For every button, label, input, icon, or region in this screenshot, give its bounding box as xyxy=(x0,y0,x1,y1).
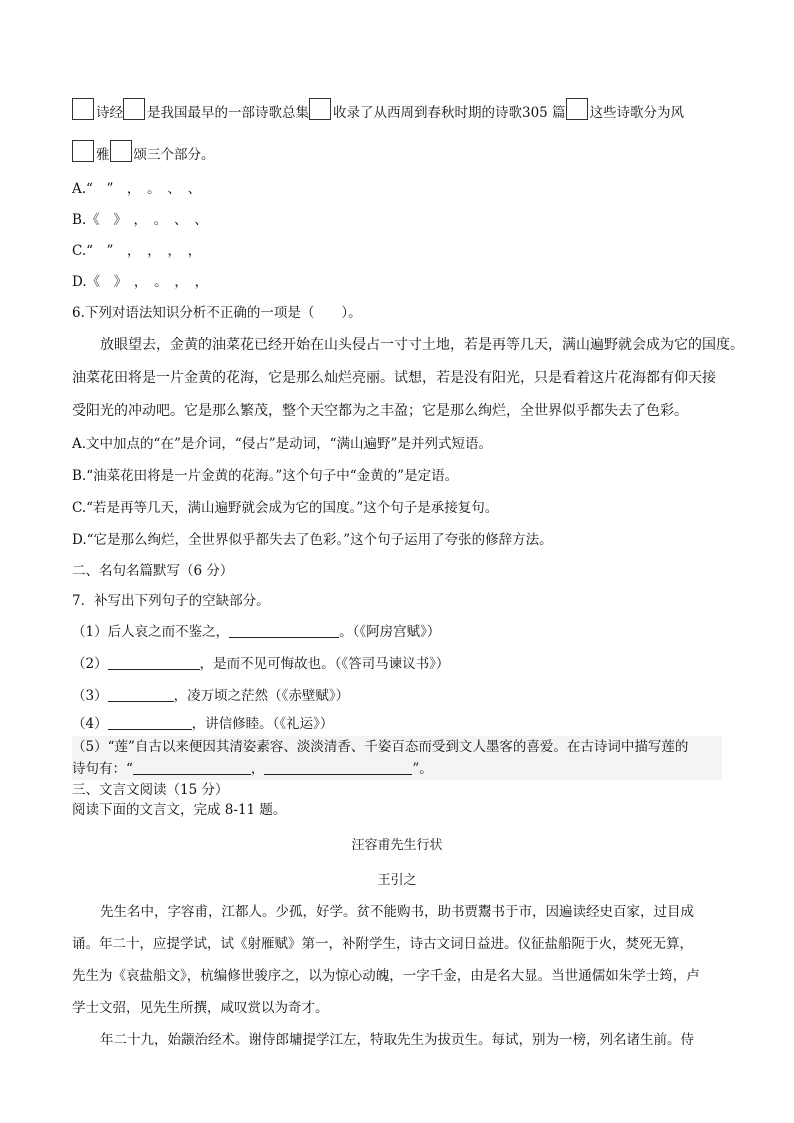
option-c[interactable]: C.“若是再等几天，满山遍野就会成为它的国度。”这个句子是承接复句。 xyxy=(72,500,499,516)
passage-line: 受阳光的冲动吧。它是那么繁茂，整个天空都为之丰盈；它是那么绚烂，全世界似乎都失去了色彩。 xyxy=(72,403,688,419)
fill-item-1 xyxy=(72,616,722,648)
passage-line: 油菜花田将是一片金黄的花海，它是那么灿烂亮丽。试想，若是没有阳光，只是看着这片花海都有仰天接 xyxy=(72,370,716,386)
q6-passage xyxy=(72,329,744,428)
section-instruction: 阅读下面的文言文，完成 8-11 题。 xyxy=(72,802,287,818)
article-title: 汪容甫先生行状 xyxy=(351,838,443,853)
item-5-line: （5）“莲”自古以来便因其清姿素容、淡淡清香、千姿百态而受到文人墨客的喜爱。在古诗词中描写莲的 xyxy=(72,739,689,755)
item-text: ， xyxy=(250,761,265,777)
item-text: ，讲信修睦。（《礼运》） xyxy=(191,716,334,732)
option-a[interactable]: A.“ ” ， 。 、 、 xyxy=(72,181,202,197)
item-text: ，凌万顷之茫然（《赤壁赋》） xyxy=(173,688,350,704)
answer-box[interactable] xyxy=(309,98,331,120)
fill-item-5 xyxy=(72,736,722,780)
q5-text: 诗经 xyxy=(96,105,123,121)
article-line: 诵。年二十，应提学试，试《射雁赋》第一，补附学生，诗古文词日益进。仪征盐船阨于火，焚死无算， xyxy=(72,936,693,952)
document-page xyxy=(72,98,744,1056)
fill-blank[interactable] xyxy=(108,688,174,702)
q5-options xyxy=(72,174,722,298)
option-b[interactable]: B.《 》 ， 。 、 、 xyxy=(72,212,208,228)
fill-blank[interactable] xyxy=(108,656,200,670)
article-line: 先生为《哀盐船文》，杭编修世骏序之，以为惊心动魄，一字千金，由是名大显。当世通儒如朱学士筠，卢 xyxy=(72,968,700,984)
item-text: （4） xyxy=(72,716,108,732)
q5-text: 颂三个部分。 xyxy=(133,147,215,163)
q5-text: 这些诗歌分为风 xyxy=(589,105,685,121)
item-text: 。（《阿房宫赋》） xyxy=(339,624,441,640)
answer-box[interactable] xyxy=(72,98,94,120)
fill-blank[interactable] xyxy=(264,761,412,775)
q6-title: 6.下列对语法知识分析不正确的一项是（ ）。 xyxy=(72,305,362,321)
answer-box[interactable] xyxy=(123,98,145,120)
q6-options xyxy=(72,428,722,556)
item-text: （1）后人哀之而不鉴之， xyxy=(72,624,230,640)
fill-blank[interactable] xyxy=(229,624,339,638)
q5-text: 是我国最早的一部诗歌总集 xyxy=(147,105,309,121)
fill-blank[interactable] xyxy=(108,716,192,730)
option-d[interactable]: D.《 》 ， 。 ， ， xyxy=(72,274,209,290)
option-b[interactable]: B.“油菜花田将是一片金黄的花海。”这个句子中“金黄的”是定语。 xyxy=(72,468,459,484)
item-text: ”。 xyxy=(412,761,433,777)
fill-item-2 xyxy=(72,648,722,680)
option-a[interactable]: A.文中加点的“在”是介词，“侵占”是动词，“满山遍野”是并列式短语。 xyxy=(72,436,492,452)
q5-text: 雅 xyxy=(96,147,110,163)
section-heading: 二、名句名篇默写（6 分） xyxy=(72,563,234,579)
article-line: 先生名中，字容甫，江都人。少孤，好学。贫不能购书，助书贾鬻书于市，因遍读经史百家，过目成 xyxy=(100,904,694,920)
answer-box[interactable] xyxy=(566,98,588,120)
section-heading: 三、文言文阅读（15 分） xyxy=(72,782,229,798)
article-body xyxy=(72,896,722,1056)
fill-blank[interactable] xyxy=(133,761,251,775)
answer-box[interactable] xyxy=(72,140,94,162)
article-author: 王引之 xyxy=(377,873,417,888)
article-line: 学士文弨，见先生所撰，咸叹赏以为奇才。 xyxy=(72,1000,329,1016)
item-5-answer-line xyxy=(72,758,722,780)
article-line: 年二十九，始颛治经术。谢侍郎墉提学江左，特取先生为拔贡生。每试，别为一榜，列名诸生前。侍 xyxy=(100,1032,694,1048)
option-c[interactable]: C.“ ” ， ， ， ， xyxy=(72,243,202,259)
item-text: （3） xyxy=(72,688,108,704)
item-text: （2） xyxy=(72,656,108,672)
fill-item-4 xyxy=(72,712,722,736)
q5-line-2 xyxy=(72,140,722,170)
q7-title: 7．补写出下列句子的空缺部分。 xyxy=(72,593,270,609)
fill-item-3 xyxy=(72,680,722,712)
passage-line: 放眼望去，金黄的油菜花已经开始在山头侵占一寸寸土地，若是再等几天，满山遍野就会成为它的国度。 xyxy=(100,337,744,353)
option-d[interactable]: D.“它是那么绚烂，全世界似乎都失去了色彩。”这个句子运用了夸张的修辞方法。 xyxy=(72,532,553,548)
q5-line-1 xyxy=(72,98,722,124)
answer-box[interactable] xyxy=(110,140,132,162)
item-text: ，是而不见可悔故也。（《答司马谏议书》） xyxy=(199,656,450,672)
item-text: 诗句有：“ xyxy=(72,761,133,777)
q5-text: 收录了从西周到春秋时期的诗歌305 篇 xyxy=(333,105,566,121)
